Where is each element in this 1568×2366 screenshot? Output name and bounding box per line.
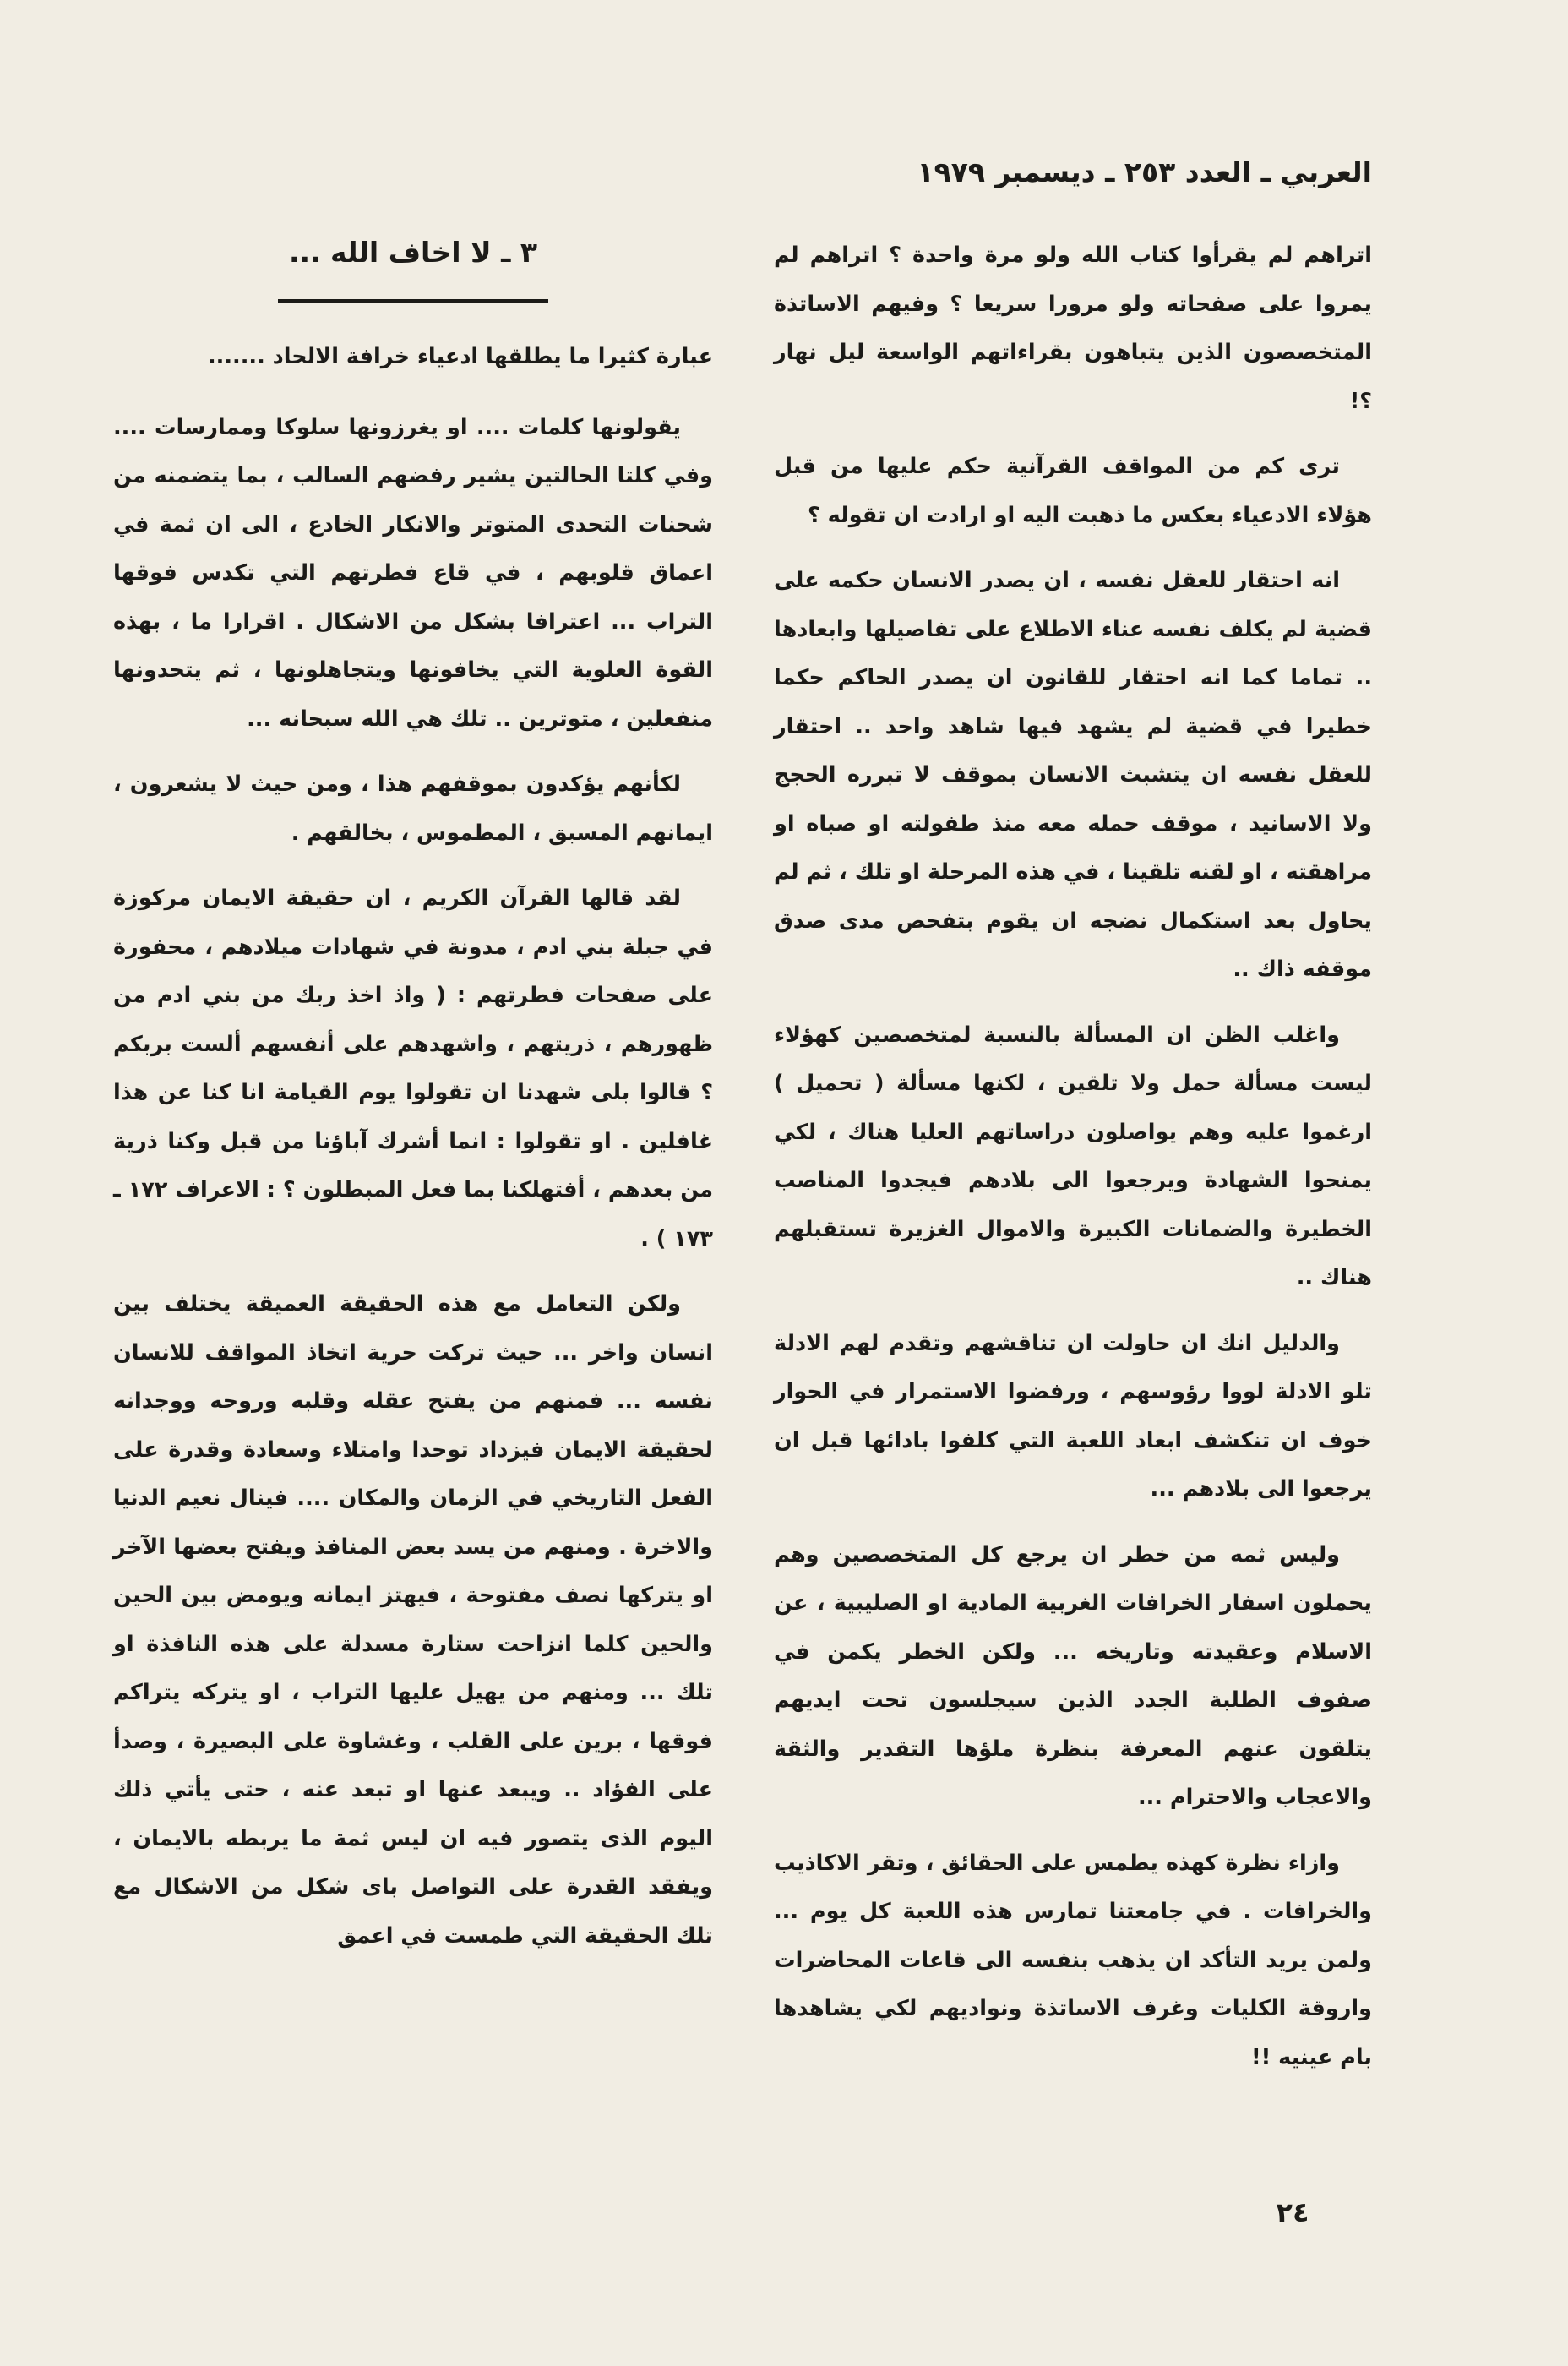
paragraph: والدليل انك ان حاولت ان تناقشهم وتقدم لهم الادلة تلو الادلة لووا رؤوسهم ، ورفضوا الاستمرار في الحوار خوف ان تنكشف ابعاد اللعبة التي كلفوا بادائها قبل ان يرجعوا الى بلادهم ... (774, 1330, 1372, 1502)
paragraph: ولكن التعامل مع هذه الحقيقة العميقة يختلف بين انسان واخر ... حيث تركت حرية اتخاذ المواقف للانسان نفسه ... فمنهم من يفتح عقله وقلبه وروحه ووجدانه لحقيقة الايمان فيزداد توحدا وامتلاء وسعادة وقدرة على الفعل التاريخي في الزمان والمكان .... فينال نعيم الدنيا والاخرة . ومنهم من يسد بعض المنافذ ويفتح بعضها الآخر او يتركها نصف مفتوحة ، فيهتز ايمانه ويومض بين الحين والحين كلما انزاحت ستارة مسدلة على هذه النافذة او تلك ... ومنهم من يهيل عليها التراب ، او يتركه يتراكم فوقها ، برين على القلب ، وغشاوة على البصيرة ، وصدأ على الفؤاد .. ويبعد عنها او تبعد عنه ، حتى يأتي ذلك اليوم الذى يتصور فيه ان ليس ثمة ما يربطه بالايمان ، ويفقد القدرة على التواصل باى شكل من الاشكال مع تلك الحقيقة التي طمست في اعمق (113, 1291, 713, 1949)
running-header: العربي ـ العدد ٢٥٣ ـ ديسمبر ١٩٧٩ (917, 155, 1372, 188)
paragraph: اتراهم لم يقرأوا كتاب الله ولو مرة واحدة ؟ اتراهم لم يمروا على صفحاته ولو مرورا سريعا ؟ وفيهم الاساتذة المتخصصون الذين يتباهون بقراءاتهم الواسعة ليل نهار ؟! (774, 243, 1372, 414)
paragraph: وليس ثمه من خطر ان يرجع كل المتخصصين وهم يحملون اسفار الخرافات الغربية المادية او الصليبية ، عن الاسلام وعقيدته وتاريخه ... ولكن الخطر يكمن في صفوف الطلبة الجدد الذين سيجلسون تحت ايديهم يتلقون عنهم المعرفة بنظرة ملؤها التقدير والثقة والاعجاب والاحترام ... (774, 1541, 1372, 1810)
title-underline (278, 299, 548, 303)
section-title: ٣ ـ لا اخاف الله ... (288, 236, 538, 269)
paragraph: لكأنهم يؤكدون بموقفهم هذا ، ومن حيث لا يشعرون ، ايمانهم المسبق ، المطموس ، بخالقهم . (113, 771, 713, 846)
paragraph: لقد قالها القرآن الكريم ، ان حقيقة الايمان مركوزة في جبلة بني ادم ، مدونة في شهادات ميلادهم ، محفورة على صفحات فطرتهم : ( واذ اخذ ربك من بني ادم من ظهورهم ، ذريتهم ، واشهدهم على أنفسهم ألست بربكم ؟ قالوا بلى شهدنا ان تقولوا يوم القيامة انا كنا عن هذا غافلين . او تقولوا : انما أشرك آباؤنا من قبل وكنا ذرية من بعدهم ، أفتهلكنا بما فعل المبطلون ؟ : الاعراف ١٧٢ ـ ١٧٣ ) . (113, 886, 714, 1251)
paragraph: يقولونها كلمات .... او يغرزونها سلوكا وممارسات .... وفي كلتا الحالتين يشير رفضهم السالب ، بما يتضمنه من شحنات التحدى المتوتر والانكار الخادع ، الى ان ثمة في اعماق قلوبهم ، في قاع فطرتهم التي تكدس فوقها التراب ... اعترافا بشكل من الاشكال . اقرارا ما ، بهذه القوة العلوية التي يخافونها ويتجاهلونها ، ثم يتحدونها منفعلين ، متوترين .. تلك هي الله سبحانه ... (113, 414, 713, 732)
page-number: ٢٤ (1276, 2196, 1309, 2228)
left-column (113, 232, 713, 1977)
right-column (774, 232, 1372, 2099)
section-lead: عبارة كثيرا ما يطلقها ادعياء خرافة الالحاد ....... (207, 344, 713, 369)
paragraph: ترى كم من المواقف القرآنية حكم عليها من قبل هؤلاء الادعياء بعكس ما ذهبت اليه او ارادت ان تقوله ؟ (774, 454, 1372, 528)
paragraph: واغلب الظن ان المسألة بالنسبة لمتخصصين كهؤلاء ليست مسألة حمل ولا تلقين ، لكنها مسألة ( تحميل ) ارغموا عليه وهم يواصلون دراساتهم العليا هناك ، لكي يمنحوا الشهادة ويرجعوا الى بلادهم فيجدوا المناصب الخطيرة والضمانات الكبيرة والاموال الغزيرة تستقبلهم هناك .. (774, 1022, 1372, 1290)
paragraph: وازاء نظرة كهذه يطمس على الحقائق ، وتقر الاكاذيب والخرافات . في جامعتنا تمارس هذه اللعبة كل يوم ... ولمن يريد التأكد ان يذهب بنفسه الى قاعات المحاضرات واروقة الكليات وغرف الاساتذة ونواديهم لكي يشاهدها بام عينيه !! (774, 1850, 1372, 2070)
paragraph: انه احتقار للعقل نفسه ، ان يصدر الانسان حكمه على قضية لم يكلف نفسه عناء الاطلاع على تفاصيلها وابعادها .. تماما كما انه احتقار للقانون ان يصدر الحاكم حكما خطيرا في قضية لم يشهد فيها شاهد واحد .. احتقار للعقل نفسه ان يتشبث الانسان بموقف لا تبرره الحجج ولا الاسانيد ، موقف حمله معه منذ طفولته او صباه او مراهقته ، او لقنه تلقينا ، في هذه المرحلة او تلك ، ثم لم يحاول بعد استكمال نضجه ان يقوم بتفحص مدى صدق موقفه ذاك .. (774, 568, 1372, 982)
